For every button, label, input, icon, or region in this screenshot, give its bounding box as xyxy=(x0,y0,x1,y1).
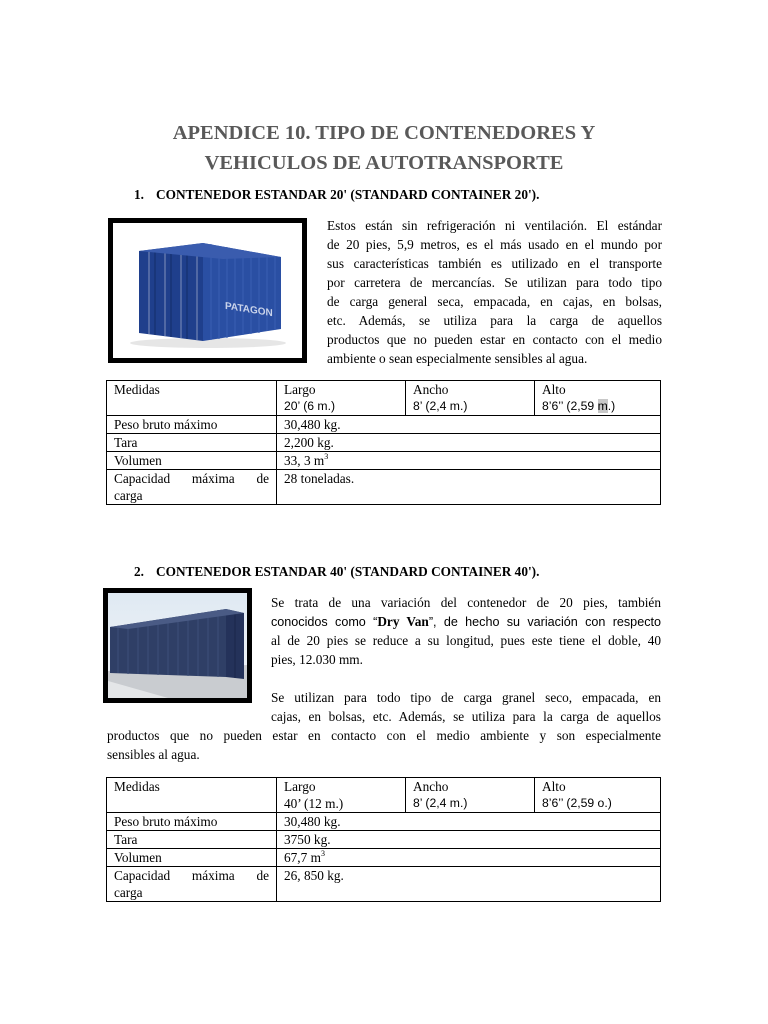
table-cell xyxy=(277,381,406,416)
section-1-number: 1. xyxy=(134,187,144,202)
table-row xyxy=(107,831,661,849)
table-cell xyxy=(535,778,661,813)
container-40ft-image xyxy=(108,593,247,698)
table-cell xyxy=(107,778,277,813)
paragraph-line: cajas, en bolsas, etc. Además, se utiliza para la carga de aquellos xyxy=(271,709,661,724)
paragraph-line: Estos están sin refrigeración ni ventilación. El estándar xyxy=(327,218,662,233)
paragraph-line: Se utilizan para todo tipo de carga granel seco, empacada, en xyxy=(271,690,661,705)
section-2-paragraph-2 xyxy=(271,688,661,726)
table-row xyxy=(107,778,661,813)
paragraph-line: al de 20 pies se reduce a su longitud, pues este tiene el doble, 40 xyxy=(271,633,661,648)
paragraph-line: Se trata de una variación del contenedor de 20 pies, también xyxy=(271,595,661,610)
specs-table-40ft xyxy=(106,777,661,902)
ancho-header: Ancho xyxy=(413,779,449,794)
table-cell xyxy=(535,381,661,416)
ancho-value: 8’ (2,4 m.) xyxy=(413,796,468,810)
section-1-heading xyxy=(134,187,539,203)
tara-value: 2,200 kg. xyxy=(277,434,661,452)
tara-value: 3750 kg. xyxy=(277,831,661,849)
paragraph-line: de carga general seca, empacada, en cajas, en bolsas, xyxy=(327,294,662,309)
section-2-paragraph-2-cont xyxy=(107,726,661,764)
paragraph-text: ”, de hecho su variación con respecto xyxy=(428,615,661,629)
capacidad-label-line: carga xyxy=(114,885,143,900)
largo-header: Largo xyxy=(284,382,316,397)
volumen-cell xyxy=(277,452,661,470)
section-2-heading-text: CONTENEDOR ESTANDAR 40' (STANDARD CONTAINER 40'). xyxy=(156,564,540,579)
alto-value-part: 8’6’’ (2,59 xyxy=(542,399,598,413)
paragraph-line: sus características también es utilizado en el transporte xyxy=(327,256,662,271)
capacidad-label-line: Capacidad máxima de xyxy=(114,868,269,883)
specs-table-20ft xyxy=(106,380,661,505)
table-row xyxy=(107,416,661,434)
paragraph-line: productos que no pueden estar en contacto con el medio ambiente y son especialmente xyxy=(107,728,661,743)
container-20ft-photo xyxy=(108,218,307,363)
section-2-paragraph-1 xyxy=(271,593,661,669)
volumen-superscript: 3 xyxy=(324,452,329,461)
paragraph-line xyxy=(271,612,661,631)
section-1-heading-text: CONTENEDOR ESTANDAR 20' (STANDARD CONTAINER 20'). xyxy=(156,187,540,202)
dry-van-term: Dry Van xyxy=(377,614,429,629)
table-row xyxy=(107,813,661,831)
container-20ft-image xyxy=(113,223,302,358)
capacidad-value: 28 toneladas. xyxy=(277,470,661,505)
alto-value-part: .) xyxy=(607,399,616,413)
paragraph-line: pies, 12.030 mm. xyxy=(271,652,363,667)
volumen-label: Volumen xyxy=(107,849,277,867)
table-row xyxy=(107,849,661,867)
section-1-paragraph xyxy=(327,216,662,368)
alto-value xyxy=(542,398,653,415)
table-cell xyxy=(406,381,535,416)
ancho-value: 8’ (2,4 m.) xyxy=(413,399,468,413)
section-2-heading xyxy=(134,564,539,580)
alto-value: 8’6’’ (2,59 o.) xyxy=(542,796,612,810)
paragraph-line: etc. Además, se utiliza para la carga de aquellos xyxy=(327,313,662,328)
alto-header: Alto xyxy=(542,382,566,397)
document-title xyxy=(0,118,768,178)
title-line-2: VEHICULOS DE AUTOTRANSPORTE xyxy=(204,152,564,174)
measures-label: Medidas xyxy=(114,779,160,794)
largo-header: Largo xyxy=(284,779,316,794)
capacidad-value: 26, 850 kg. xyxy=(277,867,661,902)
container-logo-text: PATAGON xyxy=(225,300,273,320)
paragraph-line: productos que no pueden estar en contacto con el medio xyxy=(327,332,662,347)
paragraph-line: de 20 pies, 5,9 metros, es el más usado en el mundo por xyxy=(327,237,662,252)
table-cell xyxy=(406,778,535,813)
volumen-label: Volumen xyxy=(107,452,277,470)
table-cell xyxy=(277,778,406,813)
container-40ft-photo xyxy=(103,588,252,703)
table-row xyxy=(107,470,661,505)
table-row xyxy=(107,434,661,452)
table-cell xyxy=(107,381,277,416)
capacidad-label-line: Capacidad máxima de xyxy=(114,471,269,486)
peso-value: 30,480 kg. xyxy=(277,813,661,831)
paragraph-line: por carretera de mercancías. Se utilizan para todo tipo xyxy=(327,275,662,290)
title-line-1: APENDICE 10. TIPO DE CONTENEDORES Y xyxy=(172,122,596,144)
peso-value: 30,480 kg. xyxy=(277,416,661,434)
volumen-value: 67,7 m xyxy=(284,850,321,865)
volumen-value: 33, 3 m xyxy=(284,453,325,468)
tara-label: Tara xyxy=(107,831,277,849)
paragraph-line: ambiente o sean especialmente sensibles al agua. xyxy=(327,351,588,366)
capacidad-label-line: carga xyxy=(114,488,143,503)
section-2-number: 2. xyxy=(134,564,144,579)
tara-label: Tara xyxy=(107,434,277,452)
alto-header: Alto xyxy=(542,779,566,794)
highlighted-text: m xyxy=(597,399,608,413)
volumen-superscript: 3 xyxy=(320,849,325,858)
ancho-header: Ancho xyxy=(413,382,449,397)
peso-label: Peso bruto máximo xyxy=(107,416,277,434)
capacidad-label xyxy=(107,867,277,902)
largo-value: 20’ (6 m.) xyxy=(284,399,336,413)
paragraph-line: sensibles al agua. xyxy=(107,747,200,762)
largo-value: 40’ (12 m.) xyxy=(284,796,344,811)
table-row xyxy=(107,452,661,470)
table-row xyxy=(107,381,661,416)
capacidad-label xyxy=(107,470,277,505)
table-row xyxy=(107,867,661,902)
measures-label: Medidas xyxy=(114,382,160,397)
peso-label: Peso bruto máximo xyxy=(107,813,277,831)
volumen-cell xyxy=(277,849,661,867)
paragraph-text: conocidos como “ xyxy=(271,615,378,629)
